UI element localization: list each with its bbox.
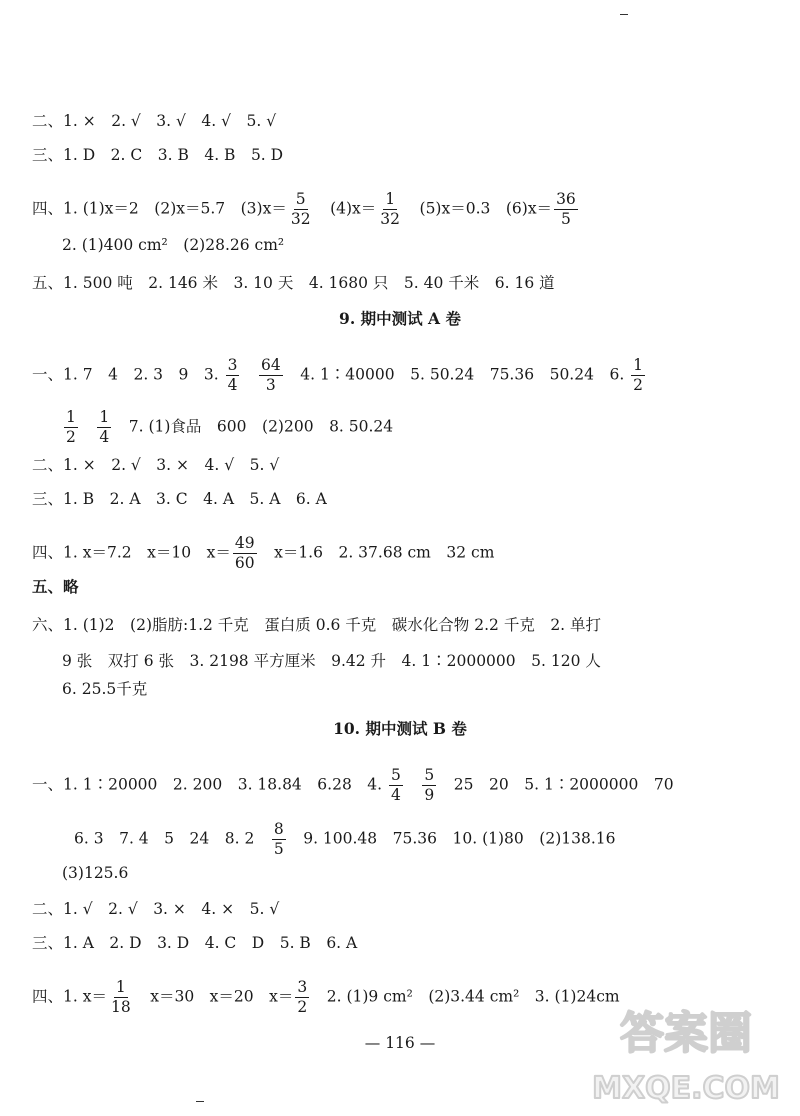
fraction-numerator: 1 — [115, 978, 126, 996]
section-label: 三、 — [32, 934, 64, 952]
fraction — [272, 820, 286, 859]
fraction-denominator: 18 — [110, 998, 131, 1016]
fraction-numerator: 5 — [295, 190, 306, 208]
fraction-denominator: 32 — [290, 210, 311, 228]
answer-text: 9 张 双打 6 张 3. 2198 平方厘米 9.42 升 4. 1∶2000000 5. 120 人 — [62, 652, 601, 670]
answer-text: 1. x＝7.2 x＝10 x＝ — [63, 543, 231, 562]
answer-line-B-1-3 — [62, 860, 128, 886]
fraction-denominator: 3 — [265, 376, 276, 394]
fraction-denominator: 4 — [227, 376, 238, 394]
fraction — [378, 190, 402, 229]
answer-text: 1. × 2. √ 3. × 4. √ 5. √ — [63, 456, 280, 474]
section-label: 五、 — [32, 577, 64, 596]
answer-text: (4)x＝ — [314, 199, 377, 218]
answer-line-A-6-3 — [62, 676, 147, 702]
watermark-bottom-text: MXQE.COM — [592, 1071, 780, 1106]
answer-text: 1. B 2. A 3. C 4. A 5. A 6. A — [63, 490, 327, 508]
section-label: 一、 — [32, 775, 64, 794]
answer-text: 1. (1)x＝2 (2)x＝5.7 (3)x＝ — [63, 199, 287, 218]
fraction — [259, 356, 283, 395]
fraction-numerator: 1 — [99, 408, 110, 426]
fraction — [422, 766, 436, 805]
answer-line-A-6-2 — [62, 648, 601, 674]
section-label: 四、 — [32, 987, 64, 1006]
answer-text: x＝30 x＝20 x＝ — [134, 987, 294, 1006]
fraction-numerator: 8 — [273, 820, 284, 838]
fraction-numerator: 5 — [391, 766, 401, 784]
fraction-numerator: 3 — [227, 356, 238, 374]
section-label: 四、 — [32, 543, 64, 562]
answer-line-A-3 — [32, 486, 327, 512]
fraction-denominator: 2 — [66, 428, 76, 446]
answer-line-B-4 — [32, 978, 620, 1016]
answer-line-A-5 — [32, 574, 79, 600]
section-label: 二、 — [32, 112, 64, 130]
answer-line-2-1 — [32, 108, 276, 134]
answer-text: (5)x＝0.3 (6)x＝ — [404, 199, 553, 218]
answer-line-B-1-1 — [32, 766, 674, 804]
answer-text: 7. (1)食品 600 (2)200 8. 50.24 — [113, 417, 394, 436]
fraction-numerator: 1 — [633, 356, 644, 374]
fraction-denominator: 4 — [99, 428, 110, 446]
section-title-10: 10. 期中测试 B 卷 — [333, 719, 467, 738]
section-label: 六、 — [32, 616, 64, 634]
answer-line-A-1-1 — [32, 356, 647, 394]
answer-line-A-1-2 — [62, 408, 394, 446]
fraction-denominator: 5 — [273, 840, 284, 858]
answer-text: 25 20 5. 1∶2000000 70 — [438, 775, 674, 794]
answer-line-A-4 — [32, 534, 495, 572]
fraction-numerator: 36 — [556, 190, 576, 208]
answer-text: x＝1.6 2. 37.68 cm 32 cm — [258, 543, 495, 562]
answer-text: 1. × 2. √ 3. √ 4. √ 5. √ — [63, 112, 277, 130]
answer-text: 1. x＝ — [63, 987, 107, 1006]
fraction-denominator: 4 — [391, 786, 401, 804]
section-title-9: 9. 期中测试 A 卷 — [339, 309, 461, 328]
fraction — [289, 190, 313, 229]
answer-text: 1. 500 吨 2. 146 米 3. 10 天 4. 1680 只 5. 40 千米 6. 16 道 — [63, 274, 555, 292]
fraction-denominator: 32 — [380, 210, 401, 228]
fraction — [226, 356, 240, 395]
watermark-top-text: 答案圈 — [620, 1008, 752, 1059]
fraction-numerator: 5 — [424, 766, 435, 784]
answer-line-A-2 — [32, 452, 279, 478]
answer-text: 1. √ 2. √ 3. × 4. × 5. √ — [63, 900, 280, 918]
section-label: 三、 — [32, 146, 64, 164]
answer-line-5-1 — [32, 270, 555, 296]
answer-text: 4. 1∶40000 5. 50.24 75.36 50.24 6. — [284, 365, 630, 384]
section-label: 二、 — [32, 456, 64, 474]
answer-text: 1. 1∶20000 2. 200 3. 18.84 6.28 4. — [63, 775, 388, 794]
answer-line-4-1 — [32, 190, 580, 228]
fraction-denominator: 60 — [234, 554, 255, 572]
answer-text: 1. 7 4 2. 3 9 3. — [63, 365, 224, 384]
fraction — [295, 978, 309, 1017]
answer-text: (3)125.6 — [62, 864, 129, 882]
answer-text: 2. (1)9 cm² (2)3.44 cm² 3. (1)24cm — [311, 987, 620, 1006]
fraction — [631, 356, 645, 395]
fraction-denominator: 5 — [560, 210, 571, 228]
answer-line-B-3 — [32, 930, 357, 956]
answer-text: 略 — [63, 577, 79, 596]
answer-text: 1. (1)2 (2)脂肪:1.2 千克 蛋白质 0.6 千克 碳水化合物 2.2 千克 2. 单打 — [63, 616, 602, 634]
answer-line-4-2 — [62, 232, 284, 258]
section-label: 三、 — [32, 490, 64, 508]
fraction — [97, 408, 111, 447]
fraction-numerator: 64 — [261, 356, 281, 374]
answer-line-3-1 — [32, 142, 283, 168]
scan-mark-top — [620, 14, 628, 15]
fraction-numerator: 49 — [234, 534, 255, 552]
fraction-numerator: 1 — [385, 190, 396, 208]
answer-text: 6. 25.5千克 — [62, 680, 148, 698]
page-number: — 116 — — [364, 1034, 436, 1052]
answer-line-B-1-2 — [74, 820, 616, 858]
fraction-numerator: 3 — [297, 978, 308, 996]
fraction — [554, 190, 578, 229]
answer-text: 9. 100.48 75.36 10. (1)80 (2)138.16 — [287, 829, 616, 848]
section-label: 一、 — [32, 365, 64, 384]
fraction-denominator: 2 — [297, 998, 308, 1016]
section-label: 二、 — [32, 900, 64, 918]
answer-line-B-2 — [32, 896, 279, 922]
scan-mark-bottom — [196, 1101, 204, 1102]
section-label: 四、 — [32, 199, 64, 218]
answer-text: 1. A 2. D 3. D 4. C D 5. B 6. A — [63, 934, 358, 952]
fraction-denominator: 2 — [633, 376, 644, 394]
answer-text: 1. D 2. C 3. B 4. B 5. D — [63, 146, 284, 164]
fraction — [109, 978, 133, 1017]
answer-text: 2. (1)400 cm² (2)28.26 cm² — [62, 236, 285, 254]
fraction-denominator: 9 — [424, 786, 435, 804]
fraction — [64, 408, 78, 447]
watermark-logo — [586, 1000, 786, 1110]
section-label: 五、 — [32, 274, 64, 292]
answer-text: 6. 3 7. 4 5 24 8. 2 — [74, 829, 270, 848]
fraction — [389, 766, 403, 805]
answer-line-A-6-1 — [32, 612, 601, 638]
fraction-numerator: 1 — [66, 408, 76, 426]
fraction — [233, 534, 257, 573]
